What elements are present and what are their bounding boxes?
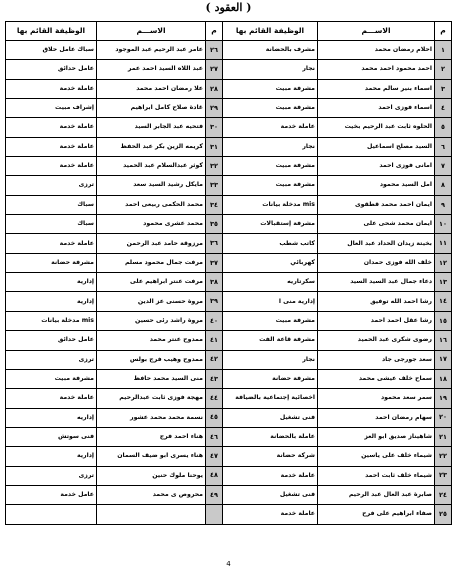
row-number: ٢٢ (435, 447, 452, 466)
job-title: سباك (6, 215, 97, 234)
table-row (6, 157, 223, 176)
row-number: ٤٣ (206, 369, 223, 388)
job-title: ترزى (6, 176, 97, 195)
employee-name: شيماء خلف على ياسين (318, 447, 435, 466)
page-title: ( العقود ) (205, 1, 252, 14)
employee-name: صابرة عبد العال عبد الرحيم (318, 485, 435, 504)
row-number: ١ (435, 41, 452, 60)
row-number: ٣٠ (206, 118, 223, 137)
employee-name: فتحيه عبد الجابر السيد (97, 118, 206, 137)
employee-name: محروص ى محمد (97, 485, 206, 504)
job-title: ترزى (6, 350, 97, 369)
employee-name: سعد جورجى جاد (318, 350, 435, 369)
employee-name: السيد مصلح اسماعيل (318, 137, 435, 156)
employee-name: امانى فوزى احمد (318, 157, 435, 176)
row-number: ١٤ (435, 292, 452, 311)
employee-name: عبد اللاه السيد احمد عمر (97, 60, 206, 79)
header-job: الوظيفة القائم بها (223, 22, 318, 41)
row-number: ٤٩ (206, 485, 223, 504)
row-number: ٤٧ (206, 447, 223, 466)
row-number: ٢٤ (435, 485, 452, 504)
table-row (223, 253, 452, 272)
table-row (223, 157, 452, 176)
header-num: م (435, 22, 452, 41)
table-row (223, 176, 452, 195)
table-row (223, 60, 452, 79)
employee-name: مرفت جمال محمود مسلم (97, 253, 206, 272)
job-title: سباك (6, 195, 97, 214)
table-row (223, 311, 452, 330)
header-name: الاســـم (318, 22, 435, 41)
row-number: ١٠ (435, 215, 452, 234)
table-row (223, 41, 452, 60)
table-row (6, 253, 223, 272)
job-title: إشراف مبيت (6, 99, 97, 118)
table-row (6, 60, 223, 79)
row-number: ١٢ (435, 253, 452, 272)
row-number: ٢٠ (435, 408, 452, 427)
table-header-row (6, 22, 223, 41)
contracts-table-right (222, 21, 452, 525)
row-number: ٣٢ (206, 157, 223, 176)
table-row (6, 273, 223, 292)
table-row (6, 195, 223, 214)
job-title: سباك عامل حلاق (6, 41, 97, 60)
employee-name: دعاء جمال عبد السيد السيد (318, 273, 435, 292)
job-title: عامل خدمة (6, 485, 97, 504)
employee-name: علا رمضان احمد محمد (97, 79, 206, 98)
job-title: عاملة خدمة (6, 389, 97, 408)
row-number: ١٦ (435, 331, 452, 350)
table-row (6, 466, 223, 485)
employee-name: اسماء فوزى احمد (318, 99, 435, 118)
row-number: ٣٣ (206, 176, 223, 195)
table-row (6, 408, 223, 427)
employee-name: مهجة فوزى ثابت عبدالرحيم (97, 389, 206, 408)
row-number: ١١ (435, 234, 452, 253)
row-number: ٣٩ (206, 292, 223, 311)
job-title: كهربائي (223, 253, 318, 272)
table-row (6, 505, 223, 524)
employee-name: رشا عقل احمد احمد (318, 311, 435, 330)
job-title: mis مدخلة بيانات (6, 311, 97, 330)
page-number: 4 (226, 560, 231, 568)
employee-name: اسماء بنير سالم محمد (318, 79, 435, 98)
job-title: عاملة خدمة (6, 157, 97, 176)
table-row (223, 389, 452, 408)
job-title: سكرتاريه (223, 273, 318, 292)
job-title: عامل حدائق (6, 331, 97, 350)
table-row (6, 99, 223, 118)
table-row (223, 79, 452, 98)
job-title: مشرفة مبيت (223, 99, 318, 118)
employee-name: ممدوح عنتر محمد (97, 331, 206, 350)
row-number: ٢١ (435, 427, 452, 446)
job-title: mis مدخلة بيانات (223, 195, 318, 214)
table-row (6, 350, 223, 369)
row-number: ٢٨ (206, 79, 223, 98)
row-number: ٢٦ (206, 41, 223, 60)
table-row (223, 234, 452, 253)
table-header-row (223, 22, 452, 41)
employee-name: ايمان محمد شحى على (318, 215, 435, 234)
employee-name: شاهيناز صديق ابو العز (318, 427, 435, 446)
row-number: ٤٢ (206, 350, 223, 369)
employee-name: محمد عشرى محمود (97, 215, 206, 234)
table-row (6, 137, 223, 156)
job-title: عاملة خدمة (223, 505, 318, 524)
job-title: مشرفة حضانة (6, 253, 97, 272)
table-row (223, 273, 452, 292)
row-number: ٨ (435, 176, 452, 195)
table-row (223, 350, 452, 369)
table-row (6, 331, 223, 350)
employee-name: هناء يسرى ابو ضيف السمان (97, 447, 206, 466)
employee-name: شيماء خلف ثابت احمد (318, 466, 435, 485)
employee-name (97, 505, 206, 524)
job-title: إدارية (6, 273, 97, 292)
row-number: ٣ (435, 79, 452, 98)
employee-name: الحلوه ثابت عبد الرحيم بخيت (318, 118, 435, 137)
table-row (6, 118, 223, 137)
employee-name: محمد الحكمى ربيعى احمد (97, 195, 206, 214)
row-number: ٣٥ (206, 215, 223, 234)
row-number: ٢٣ (435, 466, 452, 485)
job-title: إدارية منى ا (223, 292, 318, 311)
table-row (223, 137, 452, 156)
employee-name: بخيتة زيدان الحداد عبد العال (318, 234, 435, 253)
job-title: فنى تشغيل (223, 408, 318, 427)
job-title: عاملة بالحضانة (223, 427, 318, 446)
employee-name: سمر سعد محمود (318, 389, 435, 408)
row-number: ٦ (435, 137, 452, 156)
employee-name: عامر عبد الرحيم عبد الموجود (97, 41, 206, 60)
job-title: عاملة خدمة (223, 118, 318, 137)
table-row (6, 389, 223, 408)
employee-name: رشا احمد الله توفيق (318, 292, 435, 311)
row-number: ٤٥ (206, 408, 223, 427)
employee-name: سماح خلف عيشى محمد (318, 369, 435, 388)
table-row (6, 176, 223, 195)
job-title: عاملة خدمة (6, 137, 97, 156)
row-number: ٤٦ (206, 427, 223, 446)
job-title: عاملة خدمة (6, 79, 97, 98)
table-row (223, 505, 452, 524)
row-number: ١٩ (435, 389, 452, 408)
table-row (223, 369, 452, 388)
row-number (206, 505, 223, 524)
table-row (6, 41, 223, 60)
table-row (223, 447, 452, 466)
job-title: مشرفة مبيت (223, 311, 318, 330)
employee-name: احلام رمضان محمد (318, 41, 435, 60)
header-job: الوظيفة القائم بها (6, 22, 97, 41)
employee-name: يوحنا ملوك حنين (97, 466, 206, 485)
row-number: ١٧ (435, 350, 452, 369)
employee-name: مرزوقة حامد عبد الرحمن (97, 234, 206, 253)
row-number: ٥ (435, 118, 452, 137)
table-row (6, 311, 223, 330)
header-name: الاســـم (97, 22, 206, 41)
row-number: ٣٤ (206, 195, 223, 214)
header-num: م (206, 22, 223, 41)
job-title: عاملة خدمة (6, 118, 97, 137)
job-title: فنى تشغيل (223, 485, 318, 504)
table-row (6, 369, 223, 388)
row-number: ٣١ (206, 137, 223, 156)
employee-name: سهام رمضان احمد (318, 408, 435, 427)
employee-name: مرفت عنتر ابراهيم على (97, 273, 206, 292)
row-number: ٢٧ (206, 60, 223, 79)
employee-name: كريمه الزين بكر عبد الحفظ (97, 137, 206, 156)
table-row (223, 466, 452, 485)
row-number: ١٥ (435, 311, 452, 330)
row-number: ٣٨ (206, 273, 223, 292)
job-title: إدارية (6, 447, 97, 466)
table-row (6, 447, 223, 466)
job-title: مشرفة مبيت (223, 157, 318, 176)
table-row (223, 118, 452, 137)
table-row (223, 331, 452, 350)
row-number: ٣٧ (206, 253, 223, 272)
employee-name: غادة صلاح كامل ابراهيم (97, 99, 206, 118)
table-row (223, 292, 452, 311)
job-title: عامل حدائق (6, 60, 97, 79)
employee-name: رضوى شكرى عبد الحميد (318, 331, 435, 350)
job-title: فنى سوتش (6, 427, 97, 446)
table-row (223, 408, 452, 427)
job-title: مشرفة مبيت (223, 176, 318, 195)
job-title: عاملة خدمة (6, 234, 97, 253)
employee-name: هناء احمد فرج (97, 427, 206, 446)
job-title: مشرفة مبيت (223, 79, 318, 98)
job-title: مشرف بالحضانة (223, 41, 318, 60)
job-title: كاتب شطب (223, 234, 318, 253)
job-title: مشرفة مبيت (6, 369, 97, 388)
row-number: ٤ (435, 99, 452, 118)
employee-name: منى السيد محمد حافظ (97, 369, 206, 388)
job-title: شركة حضانة (223, 447, 318, 466)
job-title: إدارية (6, 292, 97, 311)
row-number: ٩ (435, 195, 452, 214)
job-title: إداريه (6, 408, 97, 427)
employee-name: مايكل رشيد السيد سعد (97, 176, 206, 195)
employee-name: مروة راشد رئى حسين (97, 311, 206, 330)
row-number: ٤٠ (206, 311, 223, 330)
job-title: نجار (223, 60, 318, 79)
row-number: ٤٨ (206, 466, 223, 485)
table-row (223, 215, 452, 234)
employee-name: خلف الله فوزى حمدان (318, 253, 435, 272)
job-title: عاملة خدمة (223, 466, 318, 485)
job-title: نجار (223, 137, 318, 156)
job-title: مشرفة حضانة (223, 369, 318, 388)
row-number: ٢ (435, 60, 452, 79)
job-title: مشرفة قاعة الفت (223, 331, 318, 350)
row-number: ٣٦ (206, 234, 223, 253)
row-number: ٧ (435, 157, 452, 176)
contracts-table-left (5, 21, 223, 525)
row-number: ١٨ (435, 369, 452, 388)
table-row (223, 427, 452, 446)
table-row (6, 292, 223, 311)
table-row (6, 79, 223, 98)
table-row (6, 485, 223, 504)
job-title: مشرفة إستقبالات (223, 215, 318, 234)
employee-name: ممدوح وهيب فرج بولس (97, 350, 206, 369)
employee-name: امل السيد محمود (318, 176, 435, 195)
employee-name: مروة حسنى عز الدين (97, 292, 206, 311)
table-row (223, 99, 452, 118)
row-number: ١٣ (435, 273, 452, 292)
table-row (6, 215, 223, 234)
employee-name: كوثر عبدالسلام عبد الحميد (97, 157, 206, 176)
row-number: ٤١ (206, 331, 223, 350)
job-title: اخصائية إجتماعية بالضيافة (223, 389, 318, 408)
row-number: ٤٤ (206, 389, 223, 408)
job-title: نجار (223, 350, 318, 369)
row-number: ٢٩ (206, 99, 223, 118)
row-number: ٢٥ (435, 505, 452, 524)
table-row (6, 427, 223, 446)
job-title: ترزى (6, 466, 97, 485)
table-row (6, 234, 223, 253)
employee-name: ايمان احمد محمد قطقوى (318, 195, 435, 214)
employee-name: احمد محمود احمد محمد (318, 60, 435, 79)
job-title (6, 505, 97, 524)
table-row (223, 485, 452, 504)
employee-name: صفاء ابراهيم على فرح (318, 505, 435, 524)
employee-name: نسمة محمد محمد عشور (97, 408, 206, 427)
table-row (223, 195, 452, 214)
